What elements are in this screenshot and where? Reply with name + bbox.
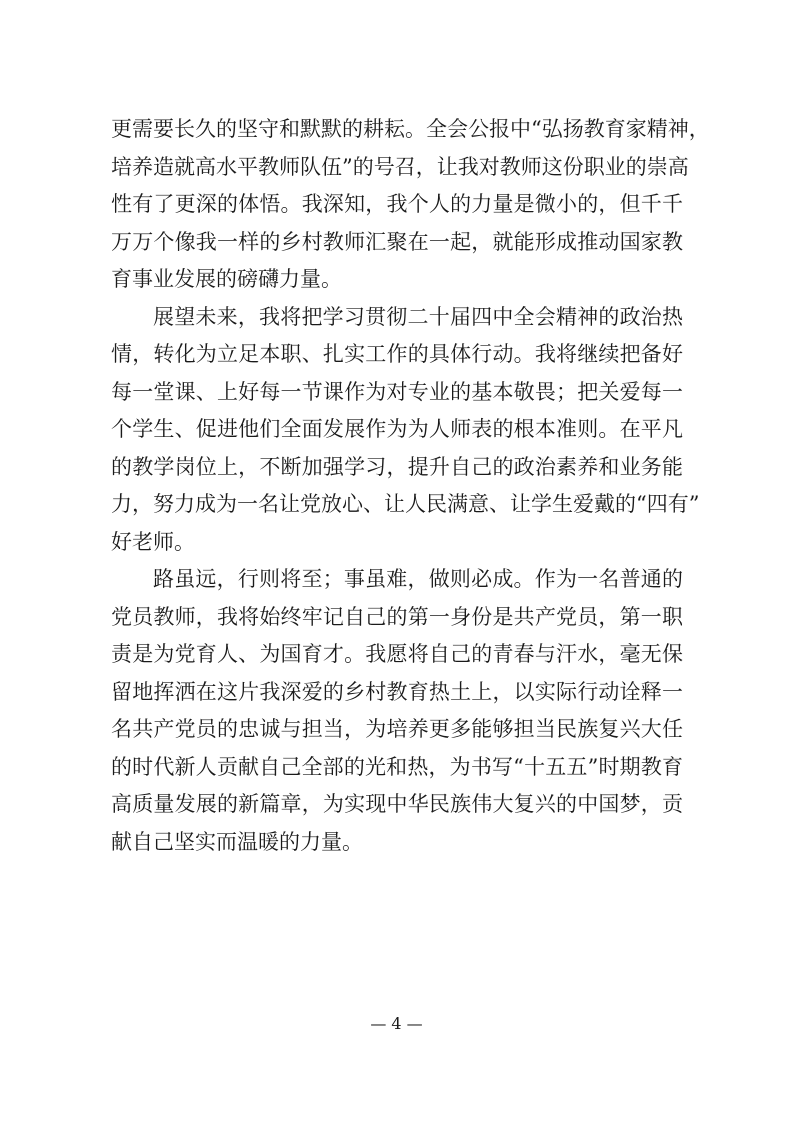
text-line: 高质量发展的新篇章，为实现中华民族伟大复兴的中国梦，贡 xyxy=(111,792,683,816)
paragraph-1 xyxy=(111,111,710,299)
text-line: 责是为党育人、为国育才。我愿将自己的青春与汗水，毫无保 xyxy=(111,642,683,666)
text-line: 的教学岗位上，不断加强学习，提升自己的政治素养和业务能 xyxy=(111,454,683,479)
text-line: 个学生、促进他们全面发展作为为人师表的根本准则。在平凡 xyxy=(111,417,683,441)
text-line: 情，转化为立足本职、扎实工作的具体行动。我将继续把备好 xyxy=(111,342,683,366)
text-line: 万万个像我一样的乡村教师汇聚在一起，就能形成推动国家教 xyxy=(111,229,683,254)
document-body xyxy=(111,111,710,861)
text-line: 的时代新人贡献自己全部的光和热，为书写“十五五”时期教育 xyxy=(111,754,683,779)
text-line: 培养造就高水平教师队伍”的号召，让我对教师这份职业的崇高 xyxy=(111,154,689,179)
text-line: 育事业发展的磅礴力量。 xyxy=(111,267,342,291)
text-line: 展望未来，我将把学习贯彻二十届四中全会精神的政治热 xyxy=(153,304,683,329)
text-line: 好老师。 xyxy=(111,529,195,554)
paragraph-2 xyxy=(111,299,700,562)
text-line: 性有了更深的体悟。我深知，我个人的力量是微小的，但千千 xyxy=(111,192,683,216)
text-line: 更需要长久的坚守和默默的耕耘。全会公报中“弘扬教育家精神， xyxy=(111,117,710,141)
text-line: 献自己坚实而温暖的力量。 xyxy=(111,829,363,854)
page-number: — 4 — xyxy=(370,1014,423,1033)
text-line: 名共产党员的忠诚与担当，为培养更多能够担当民族复兴大任 xyxy=(111,717,683,741)
paragraph-3 xyxy=(111,561,683,861)
text-line: 力，努力成为一名让党放心、让人民满意、让学生爱戴的“四有” xyxy=(111,492,700,516)
text-line: 路虽远，行则将至；事虽难，做则必成。作为一名普通的 xyxy=(153,567,683,591)
text-line: 留地挥洒在这片我深爱的乡村教育热土上，以实际行动诠释一 xyxy=(111,679,683,704)
text-line: 每一堂课、上好每一节课作为对专业的基本敬畏；把关爱每一 xyxy=(111,379,683,404)
text-line: 党员教师，我将始终牢记自己的第一身份是共产党员，第一职 xyxy=(111,604,683,629)
